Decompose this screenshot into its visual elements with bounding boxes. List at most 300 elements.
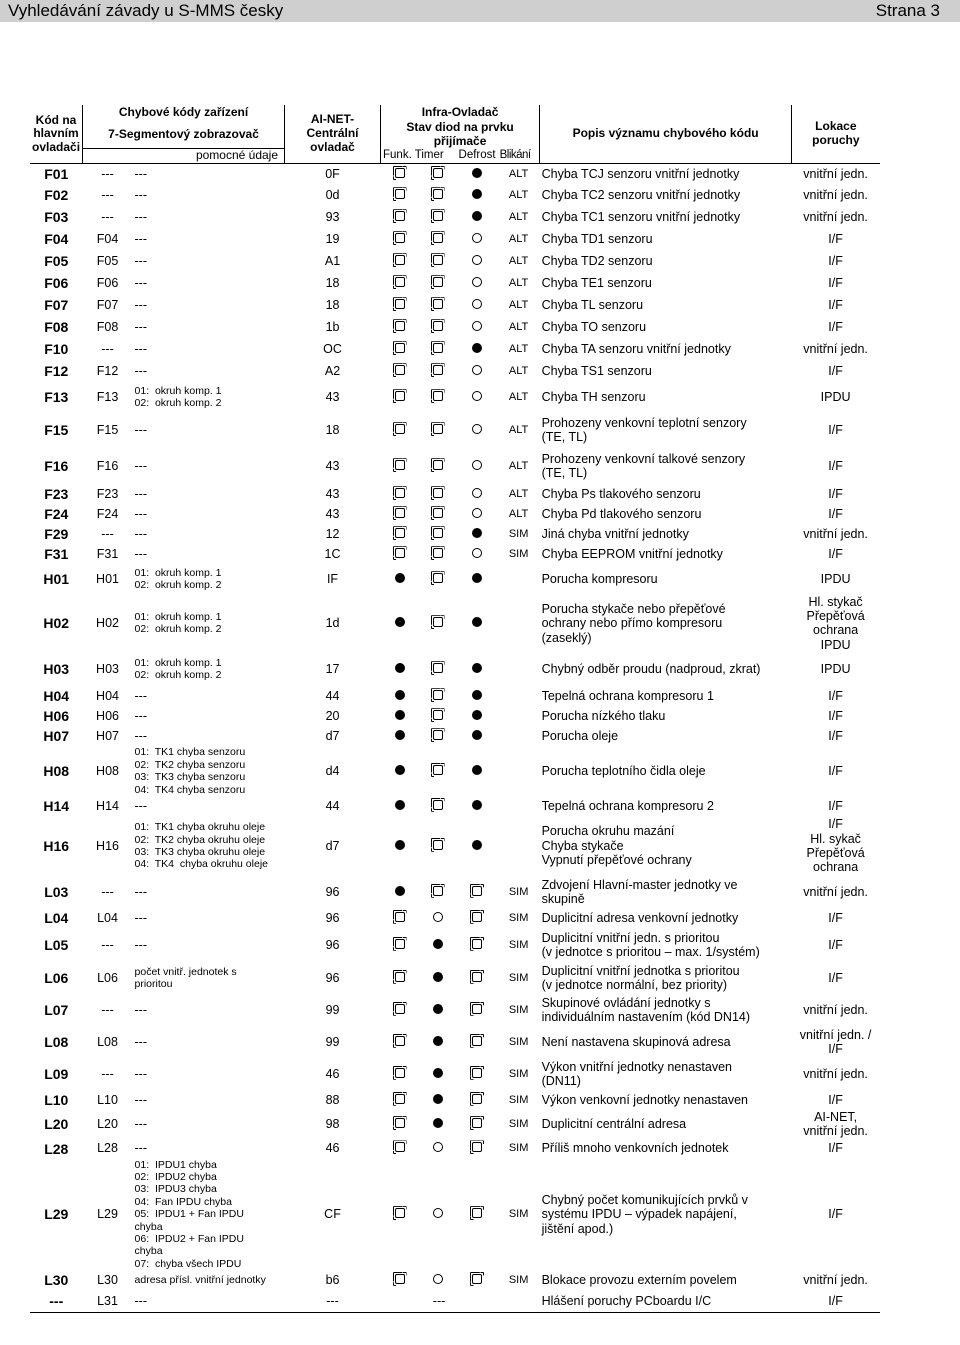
error-description: Chyba TCJ senzoru vnitřní jednotky (541, 166, 740, 181)
seven-seg-code: L04 (97, 910, 118, 925)
table-row (30, 564, 880, 594)
ainet-code: 96 (325, 910, 340, 925)
aux-info: --- (134, 232, 148, 247)
aux-info: --- (134, 884, 148, 899)
led-blink-icon (472, 1036, 482, 1046)
alt-sim: ALT (508, 321, 529, 334)
led-on-icon (433, 1068, 443, 1078)
ainet-code: 1d (325, 616, 340, 631)
led-funk-cell (381, 1058, 419, 1090)
alt-sim: ALT (508, 343, 529, 356)
led-defrost-cell (419, 706, 457, 726)
error-description: Výkon vnitřní jednotky nenastaven (DN11) (541, 1059, 732, 1088)
fault-location: I/F (828, 459, 843, 474)
led-blink-icon (433, 573, 443, 583)
error-code: L10 (44, 1091, 69, 1108)
led-blink-icon (472, 1068, 482, 1078)
led-blink-icon (433, 548, 443, 558)
led-funk-cell (381, 1139, 419, 1159)
seven-seg-code: H08 (96, 763, 119, 778)
led-blink-icon (433, 255, 443, 265)
led-blink-icon (395, 168, 405, 178)
header-code: Kód na hlavním ovladači (30, 105, 83, 163)
led-defrost-cell (419, 484, 457, 504)
led-blink-icon (433, 211, 443, 221)
led-on-icon (472, 840, 482, 850)
table-row (30, 1090, 880, 1110)
led-funk-cell (381, 294, 419, 316)
seven-seg-code: --- (101, 1066, 114, 1081)
error-description: Chyba TE1 senzoru (541, 276, 652, 291)
led-defrost-cell (419, 412, 457, 448)
led-blink-cell (457, 726, 498, 746)
error-code: F01 (44, 166, 69, 183)
led-defrost-cell (419, 544, 457, 564)
led-blink-cell (457, 1058, 498, 1090)
led-on-icon (472, 730, 482, 740)
led-funk-cell (381, 206, 419, 228)
aux-info: 01: okruh komp. 1 02: okruh komp. 2 (134, 611, 222, 636)
table-row (30, 816, 880, 876)
ainet-code: 18 (325, 276, 340, 291)
table-row (30, 484, 880, 504)
page-number: Strana 3 (875, 1, 940, 20)
led-blink-cell (457, 524, 498, 544)
error-code: F07 (44, 297, 69, 314)
fault-location: vnitřní jedn. (803, 884, 868, 899)
alt-sim: SIM (508, 528, 529, 541)
seven-seg-code: F13 (96, 390, 119, 405)
led-blink-cell (457, 796, 498, 816)
led-blink-cell (457, 686, 498, 706)
led-defrost-cell (419, 272, 457, 294)
led-defrost-cell (419, 746, 457, 796)
error-code: F16 (44, 458, 69, 475)
error-code: H01 (43, 571, 70, 588)
led-blink-icon (395, 365, 405, 375)
led-text: --- (381, 1290, 498, 1312)
aux-info: --- (134, 1092, 148, 1107)
aux-info: --- (134, 298, 148, 313)
led-blink-icon (433, 365, 443, 375)
ainet-code: 88 (325, 1092, 340, 1107)
led-funk-cell (381, 382, 419, 412)
led-blink-icon (395, 1068, 405, 1078)
led-defrost-cell (419, 962, 457, 994)
aux-info: --- (134, 254, 148, 269)
error-code: L29 (44, 1206, 69, 1223)
seven-seg-code: F24 (96, 507, 119, 522)
led-funk-cell (381, 412, 419, 448)
led-blink-icon (472, 912, 482, 922)
error-code: F05 (44, 253, 69, 270)
led-on-icon (472, 663, 482, 673)
led-on-icon (472, 765, 482, 775)
led-blink-icon (395, 548, 405, 558)
led-blink-cell (457, 594, 498, 652)
ainet-code: 12 (325, 527, 340, 542)
alt-sim: ALT (508, 167, 529, 180)
led-blink-icon (433, 168, 443, 178)
error-code: F31 (44, 546, 69, 563)
led-funk-cell (381, 228, 419, 250)
table-row (30, 504, 880, 524)
error-description: Skupinové ovládání jednotky s individuálním nastavením (kód DN14) (541, 995, 751, 1024)
led-defrost-cell (419, 1270, 457, 1290)
led-on-icon (433, 972, 443, 982)
led-off-icon (472, 391, 482, 401)
alt-sim: ALT (508, 299, 529, 312)
seven-seg-code: L28 (97, 1141, 118, 1156)
led-blink-icon (472, 1118, 482, 1128)
error-code: F12 (44, 363, 69, 380)
led-off-icon (472, 460, 482, 470)
led-funk-cell (381, 272, 419, 294)
header-defrost: Defrost (457, 149, 498, 164)
fault-location: Hl. stykač Přepěťová ochrana IPDU (806, 594, 865, 652)
table-row (30, 1139, 880, 1159)
error-description: Jiná chyba vnitřní jednotky (541, 527, 689, 542)
led-defrost-cell (419, 163, 457, 184)
error-description: Chyba TD1 senzoru (541, 232, 653, 247)
led-blink-icon (433, 277, 443, 287)
ainet-code: 98 (325, 1117, 340, 1132)
led-funk-cell (381, 184, 419, 206)
led-funk-cell (381, 484, 419, 504)
led-blink-cell (457, 746, 498, 796)
error-description: Duplicitní vnitřní jednotka s prioritou (v jednotce normální, bez priority) (541, 963, 740, 992)
error-code: --- (30, 1290, 83, 1312)
led-defrost-cell (419, 816, 457, 876)
led-blink-cell (457, 163, 498, 184)
led-off-icon (472, 255, 482, 265)
led-funk-cell (381, 994, 419, 1026)
seven-seg-code: L08 (97, 1034, 118, 1049)
led-defrost-cell (419, 316, 457, 338)
ainet-code: 20 (325, 709, 340, 724)
alt-sim (498, 816, 540, 876)
led-off-icon (472, 365, 482, 375)
alt-sim: ALT (508, 211, 529, 224)
led-on-icon (395, 663, 405, 673)
seven-seg-code: H03 (96, 662, 119, 677)
error-code: L03 (44, 883, 69, 900)
aux-info: 01: IPDU1 chyba 02: IPDU2 chyba 03: IPDU3 chyba 04: Fan IPDU chyba 05: IPDU1 + Fan IPDU chyba 06: IPDU2 + Fan IPDU chyba 07: chyba všech IPDU (134, 1158, 244, 1270)
led-blink-icon (395, 1036, 405, 1046)
aux-info: --- (134, 459, 148, 474)
table-row (30, 876, 880, 908)
error-code: L07 (44, 1001, 69, 1018)
led-on-icon (433, 1094, 443, 1104)
error-code: F23 (44, 486, 69, 503)
alt-sim (498, 796, 540, 816)
aux-info: --- (134, 1066, 148, 1081)
led-blink-icon (472, 1094, 482, 1104)
table-row (30, 544, 880, 564)
led-defrost-cell (419, 382, 457, 412)
ainet-code: 96 (325, 970, 340, 985)
led-funk-cell (381, 338, 419, 360)
led-off-icon (472, 424, 482, 434)
seven-seg-code: F16 (96, 459, 119, 474)
led-blink-cell (457, 706, 498, 726)
led-funk-cell (381, 448, 419, 484)
error-description: Chyba TL senzoru (541, 298, 644, 313)
ainet-code: d4 (325, 763, 340, 778)
seven-seg-code: H14 (96, 798, 119, 813)
error-description: Porucha teplotního čidla oleje (541, 763, 706, 778)
fault-location: IPDU (820, 390, 851, 405)
page-header-bar (0, 0, 960, 22)
error-description: Chyba EEPROM vnitřní jednotky (541, 547, 723, 562)
alt-sim: ALT (508, 365, 529, 378)
led-on-icon (395, 765, 405, 775)
led-blink-icon (433, 508, 443, 518)
led-funk-cell (381, 1270, 419, 1290)
led-funk-cell (381, 1090, 419, 1110)
error-description: Porucha nízkého tlaku (541, 709, 666, 724)
aux-info: 01: TK1 chyba senzoru 02: TK2 chyba senzoru 03: TK3 chyba senzoru 04: TK4 chyba senzoru (134, 746, 246, 796)
header-ir-sub: Stav diod na prvku přijímače (381, 121, 540, 149)
ainet-code: 19 (325, 232, 340, 247)
seven-seg-code: H01 (96, 572, 119, 587)
led-blink-icon (433, 730, 443, 740)
led-funk-cell (381, 250, 419, 272)
aux-info: --- (134, 547, 148, 562)
error-code: F29 (44, 526, 69, 543)
led-funk-cell (381, 316, 419, 338)
led-defrost-cell (419, 994, 457, 1026)
led-blink-cell (457, 876, 498, 908)
table-row (30, 928, 880, 962)
alt-sim: SIM (508, 1208, 529, 1220)
ainet-code: 0d (325, 188, 340, 203)
header-ir-group: Infra-Ovladač (381, 105, 540, 121)
led-blink-icon (395, 972, 405, 982)
aux-info: --- (134, 166, 148, 181)
error-description: Porucha okruhu mazání Chyba stykače Vypnutí přepěťové ochrany (541, 824, 692, 868)
fault-location: IPDU (820, 572, 851, 587)
error-code: F13 (44, 389, 69, 406)
aux-info: --- (134, 729, 148, 744)
table-row (30, 228, 880, 250)
led-blink-cell (457, 294, 498, 316)
error-description: Chyba TC2 senzoru vnitřní jednotky (541, 188, 741, 203)
led-blink-cell (457, 448, 498, 484)
led-blink-icon (395, 277, 405, 287)
led-on-icon (472, 189, 482, 199)
led-blink-cell (457, 1110, 498, 1139)
led-blink-icon (433, 528, 443, 538)
error-description: Chyba TA senzoru vnitřní jednotky (541, 342, 731, 357)
error-description: Chyba Pd tlakového senzoru (541, 507, 702, 522)
alt-sim: SIM (508, 1003, 529, 1016)
led-blink-icon (395, 189, 405, 199)
aux-info: 01: okruh komp. 1 02: okruh komp. 2 (134, 385, 222, 410)
led-funk-cell (381, 726, 419, 746)
ainet-code: A2 (324, 364, 341, 379)
led-defrost-cell (419, 338, 457, 360)
ainet-code: CF (324, 1207, 341, 1222)
ainet-code: b6 (325, 1272, 340, 1287)
led-funk-cell (381, 816, 419, 876)
table-row (30, 338, 880, 360)
aux-info: --- (134, 910, 148, 925)
table-row (30, 1026, 880, 1058)
led-defrost-cell (419, 1159, 457, 1270)
error-code: L06 (44, 969, 69, 986)
ainet-code: d7 (325, 729, 340, 744)
table-row (30, 382, 880, 412)
led-defrost-cell (419, 504, 457, 524)
led-defrost-cell (419, 686, 457, 706)
led-blink-icon (395, 939, 405, 949)
led-on-icon (472, 528, 482, 538)
led-blink-cell (457, 412, 498, 448)
table-row (30, 206, 880, 228)
error-description: Chyba TO senzoru (541, 320, 647, 335)
error-code: L09 (44, 1065, 69, 1082)
led-defrost-cell (419, 360, 457, 382)
error-description: Blokace provozu externím povelem (541, 1272, 737, 1287)
ainet-code: A1 (324, 254, 341, 269)
seven-seg-code: --- (101, 884, 114, 899)
table-row (30, 1159, 880, 1270)
table-row (30, 1110, 880, 1139)
alt-sim: ALT (508, 391, 529, 404)
led-blink-cell (457, 928, 498, 962)
led-on-icon (472, 211, 482, 221)
led-blink-cell (457, 338, 498, 360)
aux-info: --- (134, 210, 148, 225)
led-funk-cell (381, 360, 419, 382)
alt-sim: SIM (508, 1273, 529, 1286)
led-defrost-cell (419, 184, 457, 206)
led-defrost-cell (419, 1110, 457, 1139)
seven-seg-code: --- (101, 1002, 114, 1017)
led-on-icon (472, 573, 482, 583)
table-row (30, 652, 880, 686)
led-funk-cell (381, 706, 419, 726)
aux-info: --- (134, 188, 148, 203)
led-blink-icon (433, 710, 443, 720)
led-funk-cell (381, 928, 419, 962)
led-blink-cell (457, 564, 498, 594)
led-funk-cell (381, 163, 419, 184)
fault-location: vnitřní jedn. (803, 342, 868, 357)
led-funk-cell (381, 746, 419, 796)
led-defrost-cell (419, 1058, 457, 1090)
table-row (30, 1270, 880, 1290)
fault-location: I/F (792, 1290, 880, 1312)
error-code: F02 (44, 187, 69, 204)
fault-location: vnitřní jedn. (803, 1002, 868, 1017)
error-description: Zdvojení Hlavní-master jednotky ve skupině (541, 877, 738, 906)
led-blink-icon (433, 800, 443, 810)
led-blink-icon (395, 1118, 405, 1128)
error-description: Hlášení poruchy PCboardu I/C (540, 1290, 792, 1312)
led-off-icon (433, 1274, 443, 1284)
error-description: Duplicitní adresa venkovní jednotky (541, 910, 739, 925)
led-blink-icon (472, 1208, 482, 1218)
table-row (30, 706, 880, 726)
led-funk-cell (381, 1110, 419, 1139)
seven-seg-code: F06 (96, 276, 119, 291)
table-row (30, 1290, 880, 1312)
table-row (30, 448, 880, 484)
alt-sim: ALT (508, 460, 529, 473)
led-defrost-cell (419, 876, 457, 908)
header-desc: Popis významu chybového kódu (540, 105, 792, 163)
fault-location: I/F (828, 232, 843, 247)
led-blink-icon (472, 1142, 482, 1152)
led-defrost-cell (419, 294, 457, 316)
fault-location: I/F (828, 298, 843, 313)
table-row (30, 412, 880, 448)
ainet-code: d7 (325, 838, 340, 853)
alt-sim: SIM (508, 1093, 529, 1106)
ainet-code: 99 (325, 1002, 340, 1017)
aux-info: adresa přísl. vnitřní jednotky (134, 1273, 266, 1286)
alt-sim: SIM (508, 885, 529, 898)
led-blink-cell (457, 994, 498, 1026)
led-on-icon (472, 168, 482, 178)
led-on-icon (395, 710, 405, 720)
led-defrost-cell (419, 448, 457, 484)
error-description: Není nastavena skupinová adresa (541, 1034, 731, 1049)
seven-seg-code: F31 (96, 547, 119, 562)
led-blink-icon (395, 528, 405, 538)
alt-sim: SIM (508, 1035, 529, 1048)
seven-seg-code: L20 (97, 1117, 118, 1132)
table-row (30, 360, 880, 382)
error-description: Chyba TC1 senzoru vnitřní jednotky (541, 210, 741, 225)
led-defrost-cell (419, 594, 457, 652)
ainet-code: 43 (325, 390, 340, 405)
ainet-code: 43 (325, 507, 340, 522)
seven-seg-code: L31 (83, 1290, 133, 1312)
seven-seg-code: --- (101, 342, 114, 357)
led-off-icon (472, 508, 482, 518)
led-defrost-cell (419, 1139, 457, 1159)
led-blink-cell (457, 1159, 498, 1270)
led-blink-cell (457, 228, 498, 250)
error-description: Duplicitní centrální adresa (541, 1117, 687, 1132)
led-funk-cell (381, 962, 419, 994)
error-description: Výkon venkovní jednotky nenastaven (541, 1092, 748, 1107)
led-blink-icon (395, 1274, 405, 1284)
table-row (30, 962, 880, 994)
led-blink-cell (457, 316, 498, 338)
aux-info: 01: okruh komp. 1 02: okruh komp. 2 (134, 657, 222, 682)
table-row (30, 726, 880, 746)
table-row (30, 163, 880, 184)
aux-info: --- (134, 937, 148, 952)
table-row (30, 1058, 880, 1090)
led-on-icon (472, 710, 482, 720)
alt-sim (498, 1290, 540, 1312)
led-blink-icon (433, 886, 443, 896)
alt-sim: ALT (508, 255, 529, 268)
led-blink-cell (457, 382, 498, 412)
led-blink-icon (433, 321, 443, 331)
led-blink-cell (457, 504, 498, 524)
ainet-code: 43 (325, 459, 340, 474)
table-row (30, 272, 880, 294)
led-blink-cell (457, 484, 498, 504)
aux-info: --- (134, 276, 148, 291)
error-code-table (30, 105, 880, 1313)
